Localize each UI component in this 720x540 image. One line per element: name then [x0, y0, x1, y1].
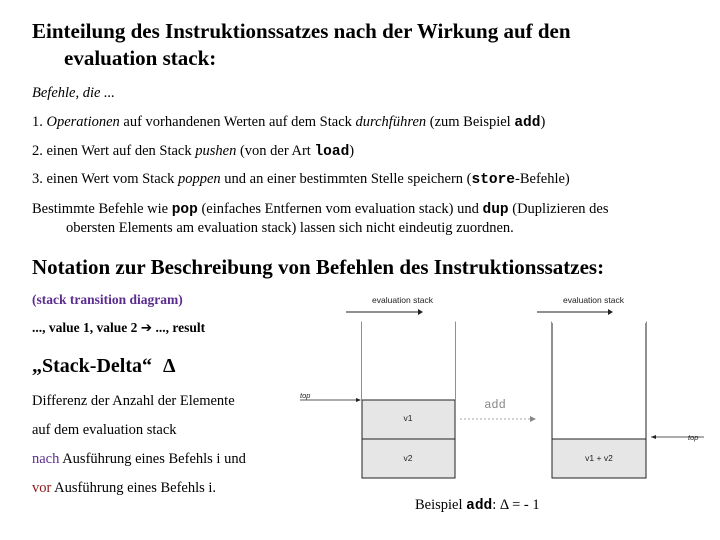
- note-line-2: obersten Elements am evaluation stack) lassen sich nicht eindeutig zuordnen.: [66, 220, 514, 236]
- top-pointer-right-label: top: [688, 433, 699, 442]
- top-pointer-right-head: [651, 435, 656, 439]
- top-pointer-left-head: [356, 398, 361, 402]
- item-text: einen Wert auf den Stack: [42, 143, 196, 159]
- item-code: add: [514, 115, 541, 131]
- item-emphasis: durchführen: [355, 114, 427, 130]
- transition-left: ..., value 1, value 2: [32, 320, 141, 335]
- item-code: load: [314, 144, 350, 160]
- transition-right: ..., result: [152, 320, 206, 335]
- item-text: (von der Art: [236, 143, 315, 159]
- example-code: add: [466, 498, 493, 514]
- item-code: store: [471, 172, 516, 188]
- arrow-icon: ➔: [140, 320, 153, 335]
- delta-text: Ausführung eines Befehls i.: [51, 480, 217, 496]
- item-number: 3.: [32, 171, 43, 187]
- item-text: ): [540, 114, 546, 130]
- note-text: (Duplizieren des: [508, 201, 609, 217]
- section-subtitle: (stack transition diagram): [32, 292, 183, 307]
- item-text: auf vorhandenen Werten auf dem Stack: [119, 114, 356, 130]
- cell-v2-label: v2: [403, 453, 413, 463]
- example-text: Beispiel: [415, 497, 467, 513]
- item-text: (zum Beispiel: [426, 114, 515, 130]
- item-emphasis: pushen: [195, 143, 237, 159]
- item-emphasis: poppen: [177, 171, 221, 187]
- item-text: ): [349, 143, 355, 159]
- item-text: -Befehle): [515, 171, 570, 187]
- right-stack-label: evaluation stack: [563, 295, 624, 305]
- delta-line-2: auf dem evaluation stack: [32, 422, 177, 438]
- item-number: 2.: [32, 143, 43, 159]
- left-arrow-head: [418, 309, 423, 315]
- delta-vor: vor: [32, 480, 52, 496]
- cell-v1-label: v1: [403, 413, 413, 423]
- left-stack-top-space: [362, 322, 455, 400]
- example-caption: [415, 496, 540, 515]
- delta-heading-text: „Stack-Delta“: [32, 355, 152, 377]
- operation-arrow-head: [530, 416, 536, 422]
- item-number: 1.: [32, 114, 43, 130]
- delta-nach: nach: [32, 451, 60, 467]
- section-title: Notation zur Beschreibung von Befehlen des Instruktionssatzes:: [32, 255, 605, 279]
- note-code-pop: pop: [171, 202, 198, 218]
- note-code-dup: dup: [482, 202, 509, 218]
- title-line-1: Einteilung des Instruktionssatzes nach der Wirkung auf den: [32, 19, 571, 43]
- intro-text: Befehle, die ...: [32, 85, 115, 101]
- delta-icon: Δ: [162, 355, 176, 377]
- example-delta: : Δ = - 1: [492, 497, 540, 513]
- operation-label: add: [484, 398, 506, 412]
- right-arrow-head: [608, 309, 613, 315]
- title-line-2: evaluation stack:: [64, 46, 217, 70]
- note-text: (einfaches Entfernen vom evaluation stack) und: [197, 201, 483, 217]
- cell-sum-label: v1 + v2: [585, 453, 613, 463]
- left-stack-label: evaluation stack: [372, 295, 433, 305]
- note-text: Bestimmte Befehle wie: [32, 201, 172, 217]
- item-text: und an einer bestimmten Stelle speichern (: [220, 171, 472, 187]
- item-text: einen Wert vom Stack: [42, 171, 178, 187]
- delta-line-1: Differenz der Anzahl der Elemente: [32, 393, 235, 409]
- delta-text: Ausführung eines Befehls i und: [59, 451, 246, 467]
- top-pointer-left-label: top: [300, 391, 311, 400]
- item-emphasis: Operationen: [46, 114, 120, 130]
